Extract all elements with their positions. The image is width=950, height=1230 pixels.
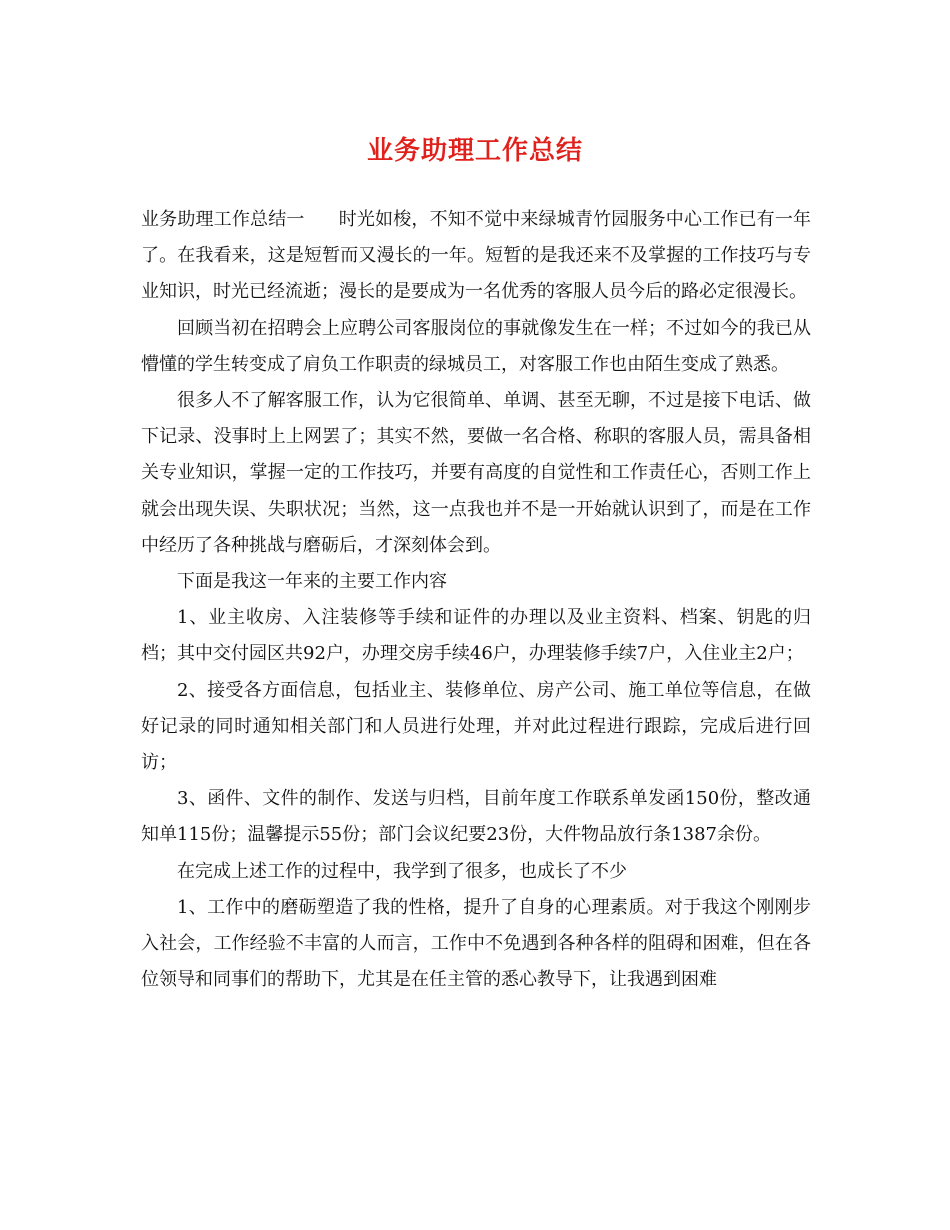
- paragraph: 很多人不了解客服工作，认为它很简单、单调、甚至无聊，不过是接下电话、做下记录、没事时上上网罢了；其实不然，要做一名合格、称职的客服人员，需具备相关专业知识，掌握一定的工作技巧，并要有高度的自觉性和工作责任心，否则工作上就会出现失误、失职状况；当然，这一点我也并不是一开始就认识到了，而是在工作中经历了各种挑战与磨砺后，才深刻体会到。: [141, 390, 811, 556]
- document-body: [141, 202, 811, 998]
- paragraph: 2、接受各方面信息，包括业主、装修单位、房产公司、施工单位等信息，在做好记录的同时通知相关部门和人员进行处理，并对此过程进行跟踪，完成后进行回访；: [141, 679, 811, 774]
- paragraph: 1、工作中的磨砺塑造了我的性格，提升了自身的心理素质。对于我这个刚刚步入社会，工作经验不丰富的人而言，工作中不免遇到各种各样的阻碍和困难，但在各位领导和同事们的帮助下，尤其是在任主管的悉心教导下，让我遇到困难: [141, 896, 811, 991]
- paragraph: [141, 202, 811, 311]
- document-title: 业务助理工作总结: [366, 136, 583, 166]
- paragraph: 下面是我这一年来的主要工作内容: [177, 571, 447, 593]
- paragraph: 1、业主收房、入注装修等手续和证件的办理以及业主资料、档案、钥匙的归档；其中交付园区共92户，办理交房手续46户，办理装修手续7户，入住业主2户；: [141, 607, 811, 665]
- paragraph-lead: 业务助理工作总结一: [141, 209, 305, 230]
- paragraph: 3、函件、文件的制作、发送与归档，目前年度工作联系单发函150份，整改通知单115份；温馨提示55份；部门会议纪要23份，大件物品放行条1387余份。: [141, 788, 811, 846]
- paragraph: 回顾当初在招聘会上应聘公司客服岗位的事就像发生在一样；不过如今的我已从懵懂的学生转变成了肩负工作职责的绿城员工，对客服工作也由陌生变成了熟悉。: [141, 317, 811, 375]
- paragraph-text: 时光如梭，不知不觉中来绿城青竹园服务中心工作已有一年了。在我看来，这是短暂而又漫长的一年。短暂的是我还来不及掌握的工作技巧与专业知识，时光已经流逝；漫长的是要成为一名优秀的客服人员今后的路必定很漫长。: [141, 209, 812, 303]
- paragraph: 在完成上述工作的过程中，我学到了很多，也成长了不少: [177, 860, 627, 882]
